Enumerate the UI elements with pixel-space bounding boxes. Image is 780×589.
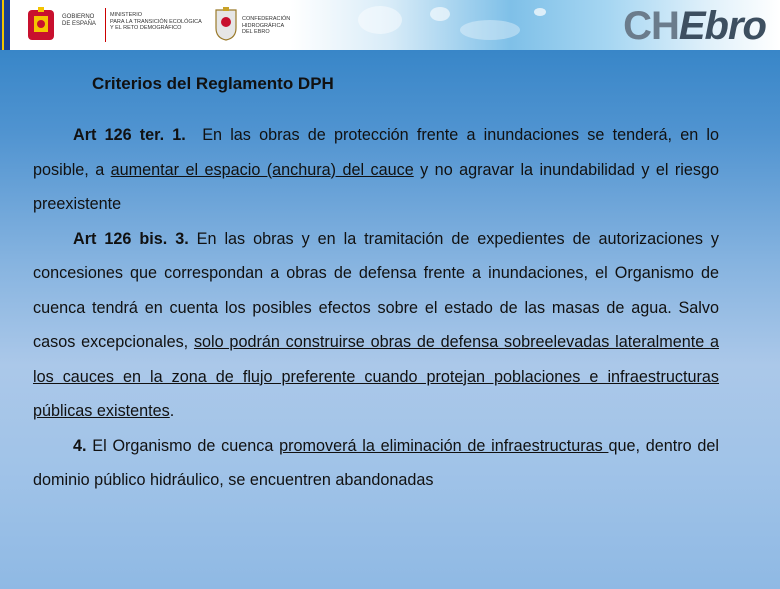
underlined-text: solo podrán construirse obras de defensa sobreelevadas lateralmente a los cauces en la zona de flujo preferente cuando protejan poblaciones e infraestructuras públicas existentes	[33, 333, 719, 420]
slide-body	[33, 118, 719, 498]
paragraph-text: y no agravar la inundabilidad y el riesgo preexistente	[33, 160, 719, 213]
chebro-logo: CHEbro	[623, 4, 766, 48]
article-reference: Art 126 bis. 3.	[73, 229, 189, 248]
spain-coat-of-arms-icon	[26, 6, 56, 44]
article-reference: Art 126 ter. 1.	[73, 126, 186, 144]
paragraph-text: que, dentro del dominio público hidráulico, se encuentren abandonadas	[33, 436, 719, 489]
paragraph-text: En las obras y en la tramitación de expedientes de autorizaciones y concesiones que correspondan a obras de defensa frente a inundaciones, el Organismo de cuenca tendrá en cuenta los posibles efectos sobre el estado de las masas de agua. Salvo casos excepcionales,	[33, 229, 719, 351]
underlined-text: promoverá la eliminación de infraestructuras	[279, 436, 609, 455]
che-seal-icon	[213, 6, 239, 42]
government-logo	[0, 0, 210, 50]
header-bar	[0, 0, 780, 50]
paragraph-text: El Organismo de cuenca	[86, 436, 280, 455]
paragraph-text: .	[169, 402, 175, 420]
paragraph-art-126-bis	[33, 222, 719, 429]
underlined-text: aumentar el espacio (anchura) del cauce	[110, 160, 414, 179]
paragraph-art-126-ter	[33, 118, 719, 222]
slide-title: Criterios del Reglamento DPH	[92, 74, 334, 93]
ministry-text: MINISTERIO PARA LA TRANSICIÓN ECOLÓGICA Y EL RETO DEMOGRÁFICO	[110, 12, 202, 31]
article-reference: 4.	[73, 436, 87, 455]
gov-text: GOBIERNO DE ESPAÑA	[62, 14, 96, 27]
eu-flag-strip	[0, 0, 10, 50]
paragraph-point-4	[33, 429, 719, 498]
logo-divider	[105, 8, 106, 42]
che-text: CONFEDERACIÓN HIDROGRÁFICA DEL EBRO	[242, 16, 291, 35]
paragraph-text: En las obras de protección frente a inundaciones se tenderá, en lo posible, a	[33, 126, 719, 179]
